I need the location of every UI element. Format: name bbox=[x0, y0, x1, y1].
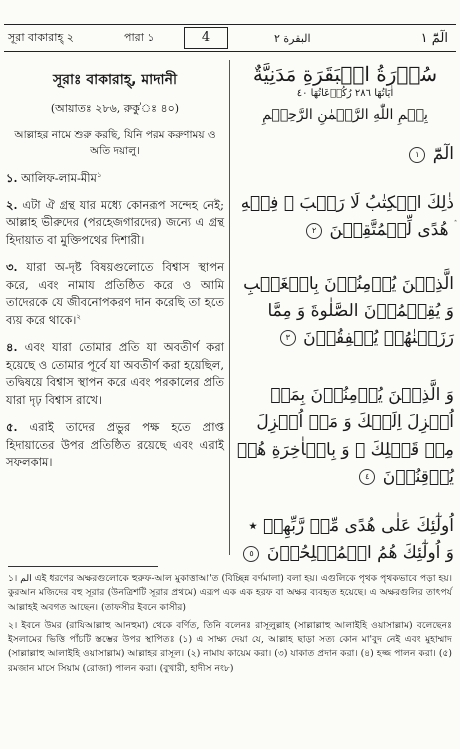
arabic-verse-text: وَ الَّذِیۡنَ یُؤۡمِنُوۡنَ بِمَاۤ اُنۡزِلَ اِلَیۡكَ وَ مَاۤ اُنۡزِلَ مِنۡ قَبۡلِكَ ۚ وَ بِالۡاٰخِرَةِ هُمۡ یُوۡقِنُوۡنَ bbox=[236, 385, 454, 487]
page-header bbox=[4, 24, 456, 52]
arabic-verse-text: الَّذِیۡنَ یُؤۡمِنُوۡنَ بِالۡغَیۡبِ وَ یُقِیۡمُوۡنَ الصَّلٰوةَ وَ مِمَّا رَزَقۡنٰهُمۡ یُنۡفِقُوۡنَ bbox=[243, 273, 454, 348]
header-para-arabic: الٓمّٓ ١ bbox=[420, 30, 448, 46]
arabic-verse-text: ذٰلِكَ الۡكِتٰبُ لَا رَیۡبَ ۛ فِیۡهِ ۛ هُدًى لِّلۡمُتَّقِیۡنَ bbox=[240, 193, 454, 241]
translation-column bbox=[6, 62, 224, 472]
footnote-rule bbox=[8, 566, 158, 567]
arabic-verse-text: اُولٰٓئِكَ عَلٰی هُدًى مِّنۡ رَّبِّهِمۡ ٭ وَ اُولٰٓئِكَ هُمُ الۡمُفۡلِحُوۡنَ bbox=[248, 515, 454, 564]
page-number: 4 bbox=[184, 27, 228, 49]
bismillah-translation: আল্লাহর নামে শুরু করছি, যিনি পরম করুণাময় ও অতি দয়ালু। bbox=[14, 129, 216, 158]
arabic-column bbox=[236, 62, 454, 567]
arabic-verse-text: الٓمّٓ bbox=[432, 144, 454, 164]
surah-meta: (আয়াতঃ ২৮৬, রুকু'ঃ ৪০) bbox=[50, 102, 180, 115]
verse-text: এরাই তাদের প্রভুর পক্ষ হতে প্রাপ্ত হিদায়াতের উপর প্রতিষ্ঠিত রয়েছে এবং এরাই সফলকাম। bbox=[6, 420, 225, 470]
footnotes bbox=[8, 572, 452, 680]
verse-translation bbox=[6, 259, 224, 329]
arabic-verse bbox=[236, 271, 454, 353]
surah-title: সূরাঃ বাকারাহ্, মাদানী bbox=[53, 72, 177, 88]
arabic-verse bbox=[236, 382, 454, 491]
verse-number: ৫. bbox=[6, 420, 18, 435]
verse-text: এটা ঐ গ্রন্থ যার মধ্যে কোনরূপ সন্দেহ নেই; আল্লাহ ভীরুদের (পরহেজগারদের) জন্যে এ গ্রন্থ হিদায়াত বা মুক্তিপথের দিশারী। bbox=[6, 198, 224, 247]
verse-translation bbox=[6, 170, 224, 187]
footnote-marker: ১ bbox=[96, 170, 102, 179]
verse-end-mark: ٤ bbox=[359, 469, 375, 485]
footnote: ১। الم এই ধরণের অক্ষরগুলোকে হুরুফ-আল মুকাত্তাআ'ত (বিচ্ছিন্ন বর্ণমালা) বলা হয়। এগুলিকে পৃথক পৃথকভাবে পড়া হয়। কুরআন মজিদের বহু সূরার (উনত্রিশটি সূরার প্রথমে) এরূপ এক এক হরফ বা অক্ষর ব্যবহৃত হয়েছে। এ অক্ষরগুলির তাৎপর্য আল্লাহই অবগত আছেন। (তাফসীর ইবনে কাসীর) bbox=[8, 573, 453, 613]
verse-text: এবং যারা তোমার প্রতি যা অবতীর্ণ করা হয়েছে ও তোমার পূর্বে যা অবতীর্ণ করা হয়েছিল, তদ্বিষয়ে বিশ্বাস স্থাপন করে এবং পরকালের প্রতি যারা দৃঢ় বিশ্বাস রাখে। bbox=[6, 340, 224, 407]
verse-end-mark: ٥ bbox=[243, 546, 259, 562]
verse-number: ৩. bbox=[6, 260, 18, 275]
verse-end-mark: ٣ bbox=[280, 330, 296, 346]
verse-number: ১. bbox=[6, 170, 18, 185]
verse-end-mark: ٢ bbox=[306, 223, 322, 239]
column-divider bbox=[229, 60, 230, 555]
arabic-verse bbox=[236, 513, 454, 567]
bismillah-arabic: بِسۡمِ اللّٰهِ الرَّحۡمٰنِ الرَّحِیۡمِ bbox=[262, 107, 428, 123]
header-surah-name-arabic: البقرة ٢ bbox=[274, 31, 311, 45]
arabic-verse bbox=[236, 190, 454, 244]
verse-text: যারা অ-দৃষ্ট বিষয়গুলোতে বিশ্বাস স্থাপন করে, এবং নামায প্রতিষ্ঠিত করে ও আমি তাদেরকে যে জীবনোপকরণ দান করেছি তা হতে ব্যয় করে থাকে। bbox=[6, 260, 224, 327]
header-surah-name: সূরা বাকারাহ্ ২ bbox=[8, 30, 74, 44]
surah-title-arabic: سُوۡرَةُ الۡبَقَرَةِ مَدَنِيَّةٌ bbox=[252, 62, 438, 86]
verse-text: আলিফ-লাম-মীম bbox=[21, 170, 97, 185]
arabic-verse bbox=[236, 141, 454, 168]
footnote: ২। ইবনে উমর (রাযিআল্লাহু আনহুমা) থেকে বর্ণিত, তিনি বলেনঃ রাসূলুল্লাহ (সাল্লাল্লাহু আলাইহি ওয়াসাল্লাম) বলেছেনঃ ইসলামের ভিত্তি পাঁচটি স্তম্ভের উপর স্থাপিতঃ (১) এ সাক্ষ্য দেয়া যে, আল্লাহ ছাড়া সত্য কোন মা'বুদ নেই এবং মুহাম্মাদ (সাল্লাল্লাহু আলাইহি ওয়াসাল্লাম) আল্লাহর রাসূল। (২) নামায কায়েম করা। (৩) যাকাত প্রদান করা। (৪) হজ্জ পালন করা। (৫) রমজান মাসে সিয়াম (রোজা) পালন করা। (বুখারী, হাদীস নং৮) bbox=[8, 619, 452, 674]
verse-number: ২. bbox=[6, 198, 18, 212]
verse-end-mark: ١ bbox=[409, 147, 425, 163]
header-para: পারা ১ bbox=[124, 30, 155, 44]
verse-translation bbox=[6, 339, 224, 409]
surah-meta-arabic: اٰیَاتُهَا ٢٨٦ رُكُوۡعَاتُهَا ٤٠ bbox=[296, 88, 394, 99]
footnote-marker: ২ bbox=[76, 312, 81, 321]
verse-translation bbox=[6, 419, 224, 471]
verse-translation bbox=[6, 197, 224, 249]
verse-number: ৪. bbox=[6, 340, 18, 355]
